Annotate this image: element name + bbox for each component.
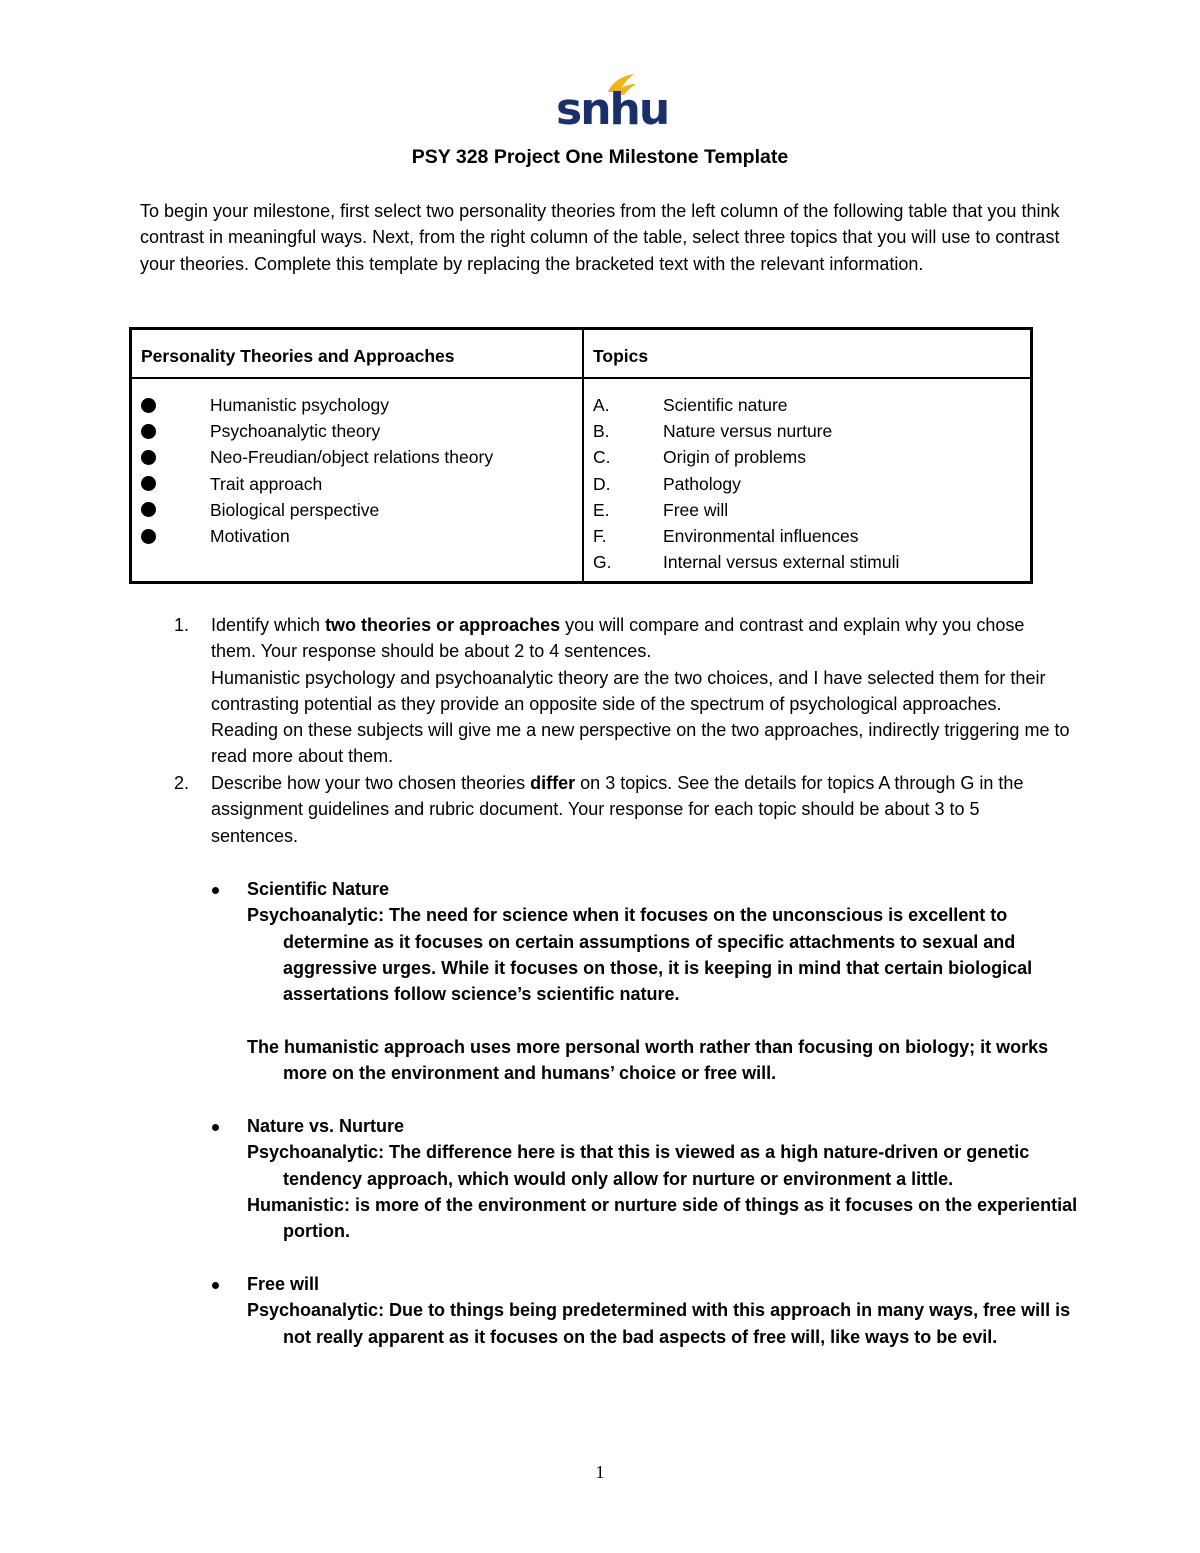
- theories-list: [141, 392, 493, 549]
- bullet-icon: [141, 502, 156, 517]
- list-item: G. Internal versus external stimuli: [593, 552, 900, 573]
- list-item: Biological perspective: [141, 497, 493, 523]
- question-2-prompt: Describe how your two chosen theories differ on 3 topics. See the details for topics A through G in the assignment guidelines and rubric document. Your response for each topic should be about 3 to 5 sentences.: [211, 773, 1024, 846]
- bullet-icon: [212, 1124, 219, 1131]
- section-free-will: [210, 1271, 1080, 1350]
- list-item: B. Nature versus nurture: [593, 421, 833, 442]
- list-item: C. Origin of problems: [593, 447, 806, 468]
- section-psychoanalytic: Psychoanalytic: The difference here is that this is viewed as a high nature-driven or genetic tendency approach, which would only allow for nurture or environment a little.: [247, 1142, 1030, 1189]
- section-heading: Free will: [247, 1274, 320, 1294]
- page-number: 1: [595, 1462, 605, 1482]
- question-1: 1. Identify which two theories or approaches you will compare and contrast and explain why you chose them. Your response should be about 2 to 4 sentences. Humanistic psychology and psychoanalytic theory are the two choices, and I have selected them for their contrasting potential as they provide an opposite side of the spectrum of psychological approaches. Reading on these subjects will give me a new perspective on the two approaches, indirectly triggering me to read more about them.: [140, 612, 1070, 770]
- section-nature-vs-nurture: [210, 1113, 1080, 1244]
- bullet-icon: [141, 424, 156, 439]
- list-item: D. Pathology: [593, 473, 741, 494]
- section-scientific-nature: [210, 876, 1080, 1086]
- section-humanistic: Humanistic: is more of the environment or nurture side of things as it focuses on the experiential portion.: [247, 1194, 1078, 1242]
- topics-list: [593, 392, 899, 575]
- section-heading: Nature vs. Nurture: [247, 1116, 405, 1136]
- bullet-icon: [141, 529, 156, 544]
- section-heading: Scientific Nature: [247, 879, 390, 899]
- snhu-logo: [556, 72, 669, 135]
- bullet-icon: [141, 450, 156, 465]
- theories-topics-table: [129, 327, 1033, 584]
- section-psychoanalytic: Psychoanalytic: Due to things being predetermined with this approach in many ways, free will is not really apparent as it focuses on the bad aspects of free will, like ways to be evil.: [247, 1300, 1071, 1347]
- table-header-topics: Topics: [593, 346, 649, 366]
- bullet-icon: [212, 887, 219, 894]
- logo-wordmark: snhu: [556, 84, 669, 135]
- intro-paragraph: To begin your milestone, first select two personality theories from the left column of the following table that you think contrast in meaningful ways. Next, from the right column of the table, select three topics that you will use to contrast your theories. Complete this template by replacing the bracketed text with the relevant information.: [140, 201, 1060, 274]
- bullet-icon: [141, 398, 156, 413]
- list-item: A. Scientific nature: [593, 395, 788, 415]
- question-1-answer: Humanistic psychology and psychoanalytic theory are the two choices, and I have selected them for their contrasting potential as they provide an opposite side of the spectrum of psychological approaches. Reading on these subjects will give me a new perspective on the two approaches, indirectly triggering me to read more about them.: [211, 667, 1070, 767]
- bullet-icon: [212, 1282, 219, 1289]
- table-header-divider: [132, 377, 1030, 379]
- list-item: Trait approach: [141, 471, 493, 497]
- list-item: F. Environmental influences: [593, 525, 859, 546]
- document-title: PSY 328 Project One Milestone Template: [411, 146, 789, 168]
- list-item: Humanistic psychology: [141, 392, 493, 418]
- list-item: Neo-Freudian/object relations theory: [141, 444, 493, 470]
- question-2: 2. Describe how your two chosen theories differ on 3 topics. See the details for topics A through G in the assignment guidelines and rubric document. Your response for each topic should be about 3 to 5 sentences.: [140, 770, 1070, 849]
- bullet-icon: [141, 476, 156, 491]
- table-column-divider: [582, 330, 584, 581]
- list-item: Psychoanalytic theory: [141, 418, 493, 444]
- section-psychoanalytic: Psychoanalytic: The need for science when it focuses on the unconscious is excellent to determine as it focuses on certain assumptions of specific attachments to sexual and aggressive urges. While it focuses on those, it is keeping in mind that certain biological assertations follow science’s scientific nature.: [247, 905, 1033, 1005]
- list-item: E. Free will: [593, 499, 729, 520]
- list-item: Motivation: [141, 523, 493, 549]
- question-1-prompt: Identify which two theories or approaches you will compare and contrast and explain why you chose them. Your response should be about 2 to 4 sentences.: [211, 615, 1025, 662]
- table-header-theories: Personality Theories and Approaches: [141, 346, 455, 366]
- section-humanistic: The humanistic approach uses more personal worth rather than focusing on biology; it works more on the environment and humans’ choice or free will.: [247, 1036, 1049, 1084]
